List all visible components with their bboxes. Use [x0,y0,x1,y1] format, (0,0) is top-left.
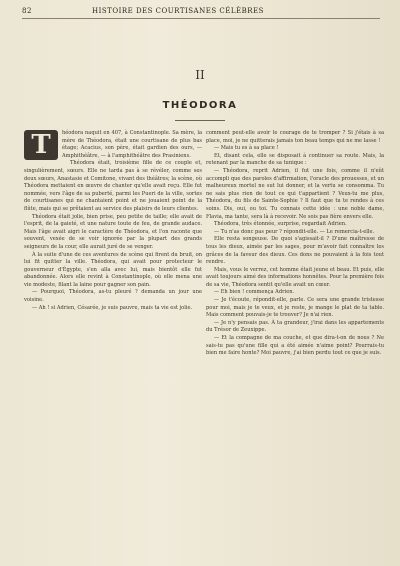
paragraph: — Pourquoi, Théodora, as-tu pleuré ? demanda un jour une voisine. [24,289,202,304]
running-title: HISTOIRE DES COURTISANES CÉLÈBRES [92,7,264,15]
paragraph: comment peut-elle avoir le courage de te tromper ? Si j'étais à sa place, moi, je ne quitterais jamais ton beau temps qui ne me lasse ! [206,130,384,144]
paragraph: Théodora était jolie, bien prise, peu petite de taille; elle avait de l'esprit, de la gaieté, et une nature toute de feu, de grande audace. Mais l'âge avait aigri le caractère de Théodora, et l'on raconte que souvent, vexée de se voir ignorée par la plupart des grands seigneurs de la cour, elle aurait juré de se venger. [24,213,202,250]
paragraph: — Je t'écoute, répondit-elle, parle. Ce sera une grande tristesse pour moi, mais je te veux, et je reste, je mange le plat de ta table. Mais comment pouvais-je te trouver? Je n'ai rien. [206,297,384,319]
paragraph: Théodora était, troisième fille de ce couple et, singulièrement, sœurs. Elle ne tarda pas à se révéler, comme ses deux sœurs, Anastasie et Comitone, vivant des théâtres; la scène, où Théodora mettaient en œuvre de chanter qu'elle avait reçu. Elle fut nommée, vers l'âge de sa puberté, parmi les Pueri de la ville, sortes de courtisanes qui ne chantaient point et ne jouaient point de la flûte, mais qui se prêtaient au service des plaisirs de leurs clientes. [24,160,202,212]
paragraph: — Théodora, reprit Adrien, il fut une fois, comme il n'eût accompli que des paroles d'affirmation, l'oracle des prouesses, et un malheureux mortel ne sut lui donner, et la vertu se consomma. Tu ne sais plus rien de tout ce qui t'appartient ? Veux-tu me plus, Théodora, du fils de Sainte-Sophie ? Il faut que tu te rendes à ces soins. Dis, oui, ou toi. Tu connais cette idée : une noble dame, Flavia, ma tante, sera là à recevoir. Ne sois pas fière envers elle. [206,167,384,220]
paragraph [24,130,202,160]
chapter-number: II [195,68,205,82]
paragraph: — Je n'y pensais pas. À ta grandeur, j'irai dans les appartements du Trésor de Zeuxippe. [206,319,384,334]
title-rule [175,120,225,121]
paragraph: — Ah ! si Adrien, Césarée, je suis pauvre, mais ta vie est jolie. [32,304,193,311]
dropcap-letter: T [24,130,58,160]
paragraph-text: héodora naquit en 407, à Constantinople. Sa mère, la mère de Théodora, était une courtisane de plus bas étage; Acacius, son père, était gardien des ours, — Amphithéâtre, — à l'amphithéâtre des Prasiniens. [62,130,202,159]
chapter-title: THÉODORA [162,100,238,111]
paragraph: — Mais tu es à sa place ! [214,145,279,152]
paragraph: À la suite d'une de ces aventures de scène qui firent du bruit, on lui fit quitter la ville. Théodora, qui avait pour protecteur le gouverneur d'Égypte, s'en alla avec lui, mais bientôt elle fut abandonnée. Alors elle revint à Constantinople, où elle mena une vie modeste, filant la laine pour gagner son pain. [24,251,202,288]
text-column-right [206,130,384,358]
paragraph: Et, disant cela, elle se disposait à continuer sa route. Mais, la retenant par la manche de sa tunique : [206,152,384,167]
paragraph: — Et la compagne de ma couche, et que dira-t-on de nous ? Ne sais-tu pas qu'une fille qui a été aimée n'aime point? Pourrais-tu bien me faire honte? Moi pauvre, j'ai bien perdu tout ce que je suis. [206,335,384,357]
paragraph: Elle resta songeuse. De quoi s'agissait-il ? D'une maîtresse de tous les dieux, aimée par les sages, pour m'avoir fait connaître les grâces de la faveur des dieux. Ces dons ne pouvaient à la fois tout rendre. [206,236,384,266]
paragraph: — Eh bien ! commença Adrien. [214,289,295,296]
paragraph: Mais, vous le verrez, cet homme était jeune et beau. Et puis, elle avait toujours aimé des informations honnêtes. Pour la première fois de sa vie, Théodora sentit qu'elle avait un cœur. [206,266,384,288]
paragraph: Théodora, très étonnée, surprise, regardait Adrien. [214,221,347,228]
page-number: 82 [22,7,32,15]
paragraph: — Tu n'as donc pas peur ? répondit-elle. — Le remercia-t-elle. [214,228,375,235]
text-column-left [24,130,202,312]
running-header [22,4,380,19]
